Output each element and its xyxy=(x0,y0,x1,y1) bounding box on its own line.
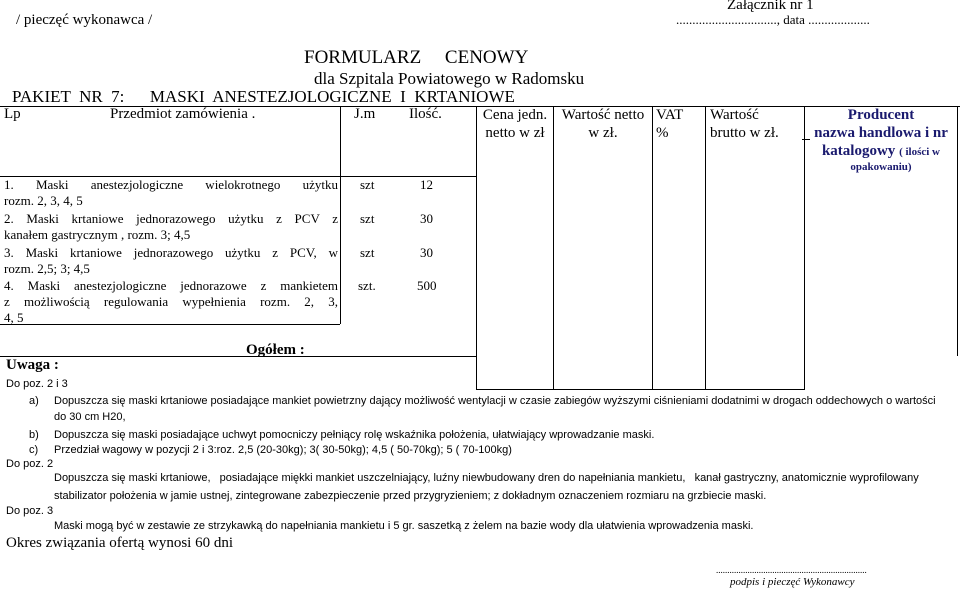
note-a-text-line1: Dopuszcza się maski krtaniowe posiadające mankiet powietrzny dający możliwość wentylacji w czasie zabiegów wyższymi ciśnieniami dodatnimi w drogach oddechowych o wartości xyxy=(54,395,936,407)
row3-qty: 30 xyxy=(420,245,433,260)
row4-item-line3: 4, 5 xyxy=(4,310,24,325)
col-divider-price xyxy=(553,106,554,389)
header-gross-value-line1: Wartość xyxy=(710,107,759,123)
row3-item-line2: rozm. 2,5; 3; 4,5 xyxy=(4,261,90,276)
row3-item-line1: 3. Maski krtaniowe jednorazowego użytku z PCV, w xyxy=(4,245,338,260)
note-pos2-label: Do poz. 2 xyxy=(6,458,54,470)
note-pos2-text-line2: stabilizator położenia w jamie ustnej, zintegrowane zabezpieczenie przed przygryzieniem; z dokładnym oznaczeniem rozmiaru na grzbiecie maski. xyxy=(54,490,767,502)
signature-dots: ................................................................... xyxy=(716,565,867,575)
row2-item-line2: kanałem gastrycznym , rozm. 3; 4,5 xyxy=(4,227,191,242)
total-row-bottom-border xyxy=(0,356,477,357)
row1-item-line2: rozm. 2, 3, 4, 5 xyxy=(4,193,83,208)
header-vat xyxy=(656,106,683,142)
table-row xyxy=(4,278,338,326)
hospital-line: dla Szpitala Powiatowego w Radomsku xyxy=(314,69,585,88)
date-line: ..............................., data ................... xyxy=(676,12,870,27)
header-unit-price-line1: Cena jedn. xyxy=(482,107,548,123)
note-c-label: c) xyxy=(29,444,39,456)
header-qty: Ilość. xyxy=(409,106,442,122)
row1-item-line1: 1. Maski anestezjologiczne wielokrotnego użytku xyxy=(4,177,338,192)
header-producer-catalog: katalogowy xyxy=(821,143,896,159)
row3-unit: szt xyxy=(360,245,375,260)
col-divider-qty xyxy=(476,106,477,389)
producer-dash xyxy=(802,139,810,140)
header-net-value-line1: Wartość netto xyxy=(561,107,645,123)
note-a-label: a) xyxy=(29,395,39,407)
signature-label: podpis i pieczęć Wykonawcy xyxy=(730,576,855,588)
notes-heading: Uwaga : xyxy=(6,357,59,373)
note-b-label: b) xyxy=(29,429,39,441)
header-vat-line1: VAT xyxy=(656,107,684,123)
row4-item-line1: 4. Maski anestezjologiczne jednorazowe z mankietem xyxy=(4,278,338,293)
row1-unit: szt xyxy=(360,177,375,192)
note-c-text: Przedział wagowy w pozycji 2 i 3:roz. 2,5 (20-30kg); 3( 30-50kg); 4,5 ( 50-70kg); 5 ( 70-100kg) xyxy=(54,444,512,456)
col-divider-net xyxy=(652,106,653,389)
row4-item-line2: z możliwością regulowania wypełnienia rozm. 2, 3, xyxy=(4,294,338,309)
table-right-border xyxy=(957,106,958,356)
header-gross-value xyxy=(710,106,779,142)
header-unit-price-line2: netto w zł xyxy=(485,125,545,141)
header-vat-line2: % xyxy=(656,125,669,141)
note-b-text: Dopuszcza się maski posiadające uchwyt pomocniczy pełniący rolę wskaźnika położenia, ułatwiający wprowadzanie maski. xyxy=(54,429,655,441)
header-unit-price xyxy=(478,106,552,142)
row2-item-line1: 2. Maski krtaniowe jednorazowego użytku z PCV z xyxy=(4,211,338,226)
table-row xyxy=(4,211,338,243)
row2-qty: 30 xyxy=(420,211,433,226)
offer-validity: Okres związania ofertą wynosi 60 dni xyxy=(6,535,234,551)
table-row xyxy=(4,177,338,209)
header-producer-line3 xyxy=(806,142,956,161)
col-divider-vat xyxy=(705,106,706,389)
header-producer-note: ( ilości w xyxy=(899,146,941,158)
header-unit: J.m xyxy=(354,106,376,122)
header-net-value xyxy=(556,106,650,142)
stamp-label: / pieczęć wykonawca / xyxy=(16,12,153,28)
note-pos23-label: Do poz. 2 i 3 xyxy=(6,378,68,390)
header-producer-line1: Producent xyxy=(847,107,915,123)
header-gross-value-line2: brutto w zł. xyxy=(710,125,779,141)
total-boxes-bottom-border xyxy=(476,389,805,390)
table-row xyxy=(4,245,338,277)
total-label: Ogółem : xyxy=(246,342,305,358)
header-net-value-line2: w zł. xyxy=(588,125,618,141)
row1-qty: 12 xyxy=(420,177,433,192)
header-lp: Lp xyxy=(4,106,21,122)
note-pos2-text-line1: Dopuszcza się maski krtaniowe, posiadające miękki mankiet uszczelniający, luźny niewbudowany dren do napełniania mankietu, kanał gastryczny, anatomicznie wyprofilowany xyxy=(54,472,919,484)
row4-unit: szt. xyxy=(358,278,376,293)
note-pos3-label: Do poz. 3 xyxy=(6,505,54,517)
form-title: FORMULARZ CENOWY xyxy=(304,47,529,68)
note-a-text-line2: do 30 cm H20, xyxy=(54,411,126,423)
note-pos3-text: Maski mogą być w zestawie ze strzykawką do napełniania mankietu i 5 gr. saszetką z żelem na bazie wody dla ułatwienia wprowadzenia maski. xyxy=(54,520,754,532)
row4-qty: 500 xyxy=(417,278,437,293)
header-producer-line2: nazwa handlowa i nr xyxy=(814,125,948,141)
header-producer-note2: opakowaniu) xyxy=(850,161,912,173)
header-producer xyxy=(806,106,956,174)
col-divider-gross xyxy=(804,106,805,389)
attachment-label: Załącznik nr 1 xyxy=(727,0,814,13)
header-item: Przedmiot zamówienia . xyxy=(110,106,256,122)
package-title: PAKIET NR 7: MASKI ANESTEZJOLOGICZNE I KRTANIOWE xyxy=(12,87,515,106)
row2-unit: szt xyxy=(360,211,375,226)
col-divider-item xyxy=(340,106,341,324)
